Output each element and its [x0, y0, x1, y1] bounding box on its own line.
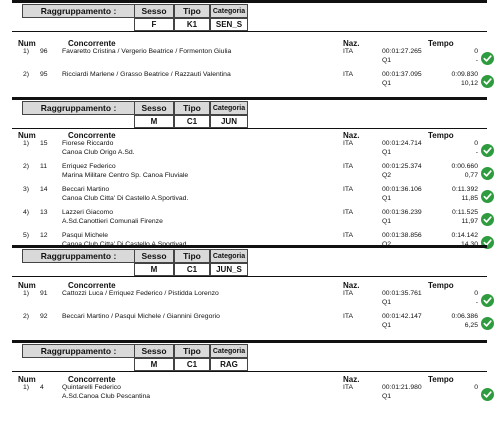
heat: Q1 [382, 393, 392, 400]
type-value: C1 [174, 358, 210, 371]
result-row [0, 186, 499, 208]
result-row [0, 384, 499, 406]
result-row [0, 48, 499, 70]
bib-number: 96 [40, 48, 48, 55]
competitor-name: Pasqui Michele [62, 232, 109, 239]
competitor-name: Lazzeri Giacomo [62, 209, 113, 216]
finish-time: 00:01:21.980 [382, 384, 422, 391]
type-label: Tipo [174, 344, 210, 358]
sex-label: Sesso [134, 101, 174, 115]
bib-number: 11 [40, 163, 48, 170]
time-gap: 0:09.830 [451, 71, 478, 78]
competitor-col-header: Concorrente [68, 39, 116, 48]
time-gap: 0:11.392 [452, 186, 478, 193]
nation-col-header: Naz. [343, 39, 360, 48]
heat: Q1 [382, 322, 392, 329]
type-label: Tipo [174, 4, 210, 18]
gap-percent: 14,30 [460, 241, 478, 248]
heat: Q1 [382, 218, 392, 225]
sex-value: F [134, 18, 174, 31]
finish-time: 00:01:38.856 [382, 232, 422, 239]
heat: Q1 [382, 149, 392, 156]
bib-number: 13 [40, 209, 48, 216]
position: 1) [23, 384, 30, 391]
competitor-name: Quintarelli Federico [62, 384, 121, 391]
check-icon [481, 213, 494, 226]
group-header [12, 245, 487, 277]
gap-percent: - [475, 57, 478, 64]
finish-time: 00:01:25.374 [382, 163, 422, 170]
competitor-col-header: Concorrente [68, 131, 116, 140]
nation: ITA [343, 186, 354, 193]
heat: Q1 [382, 195, 392, 202]
result-row [0, 209, 499, 231]
heat: Q1 [382, 80, 392, 87]
category-label: Categoria [210, 4, 248, 18]
sex-value: M [134, 358, 174, 371]
finish-time: 00:01:36.239 [382, 209, 422, 216]
category-value: RAG [210, 358, 248, 371]
competitor-name: Fiorese Riccardo [62, 140, 114, 147]
competitor-name: Beccari Martino [62, 186, 110, 193]
check-icon [481, 75, 494, 88]
time-col-header: Tempo [428, 131, 454, 140]
competitor-name: Erriquez Federico [62, 163, 116, 170]
category-label: Categoria [210, 344, 248, 358]
nation-col-header: Naz. [343, 281, 360, 290]
bib-number: 4 [40, 384, 44, 391]
group-header [12, 97, 487, 129]
time-col-header: Tempo [428, 39, 454, 48]
gap-percent: 10,12 [460, 80, 478, 87]
competitor-name: Cattozzi Luca / Erriquez Federico / Pistidda Lorenzo [62, 290, 219, 297]
club-name: Canoa Club Citta' Di Castello A.Sportivad. [62, 195, 189, 202]
time-gap: 0:00.660 [451, 163, 478, 170]
sex-label: Sesso [134, 344, 174, 358]
check-icon [481, 388, 494, 401]
finish-time: 00:01:35.761 [382, 290, 422, 297]
num-col-header: Num [18, 131, 36, 140]
competitor-col-header: Concorrente [68, 375, 116, 384]
club-name: Marina Militare Centro Sp. Canoa Fluviale [62, 172, 189, 179]
gap-percent: 6,25 [464, 322, 478, 329]
finish-time: 00:01:42.147 [382, 313, 422, 320]
position: 1) [23, 48, 30, 55]
time-gap: 0:06.386 [451, 313, 478, 320]
heat: Q2 [382, 241, 392, 248]
heat: Q1 [382, 57, 392, 64]
time-col-header: Tempo [428, 375, 454, 384]
nation: ITA [343, 71, 354, 78]
num-col-header: Num [18, 281, 36, 290]
time-gap: 0 [474, 140, 478, 147]
nation: ITA [343, 163, 354, 170]
type-value: C1 [174, 115, 210, 128]
time-gap: 0 [474, 384, 478, 391]
club-name: A.Sd.Canottieri Comunali Firenze [62, 218, 163, 225]
heat: Q2 [382, 172, 392, 179]
category-label: Categoria [210, 101, 248, 115]
time-col-header: Tempo [428, 281, 454, 290]
num-col-header: Num [18, 39, 36, 48]
type-value: K1 [174, 18, 210, 31]
check-icon [481, 144, 494, 157]
group-label: Raggruppamento : [22, 4, 135, 18]
bib-number: 14 [40, 186, 48, 193]
nation: ITA [343, 313, 354, 320]
num-col-header: Num [18, 375, 36, 384]
time-gap: 0 [474, 290, 478, 297]
time-gap: 0:11.525 [452, 209, 478, 216]
position: 1) [23, 140, 30, 147]
nation: ITA [343, 384, 354, 391]
sex-value: M [134, 115, 174, 128]
heat: Q1 [382, 299, 392, 306]
nation: ITA [343, 209, 354, 216]
position: 1) [23, 290, 30, 297]
group-header [12, 340, 487, 372]
finish-time: 00:01:27.265 [382, 48, 422, 55]
group-label: Raggruppamento : [22, 344, 135, 358]
category-value: JUN [210, 115, 248, 128]
competitor-col-header: Concorrente [68, 281, 116, 290]
sex-label: Sesso [134, 4, 174, 18]
gap-percent: - [475, 149, 478, 156]
gap-percent: 11,85 [461, 195, 478, 202]
nation: ITA [343, 140, 354, 147]
type-label: Tipo [174, 101, 210, 115]
category-value: JUN_S [210, 263, 248, 276]
finish-time: 00:01:24.714 [382, 140, 422, 147]
check-icon [481, 317, 494, 330]
position: 2) [23, 71, 30, 78]
bib-number: 15 [40, 140, 48, 147]
category-label: Categoria [210, 249, 248, 263]
bib-number: 12 [40, 232, 48, 239]
type-label: Tipo [174, 249, 210, 263]
category-value: SEN_S [210, 18, 248, 31]
gap-percent: 11,97 [461, 218, 478, 225]
nation: ITA [343, 232, 354, 239]
gap-percent: - [475, 299, 478, 306]
time-gap: 0:14.142 [451, 232, 478, 239]
group-label: Raggruppamento : [22, 249, 135, 263]
nation: ITA [343, 290, 354, 297]
result-row [0, 71, 499, 93]
gap-percent: 0,77 [464, 172, 478, 179]
group-label: Raggruppamento : [22, 101, 135, 115]
bib-number: 95 [40, 71, 48, 78]
competitor-name: Favaretto Cristina / Vergerio Beatrice / Formenton Giulia [62, 48, 232, 55]
type-value: C1 [174, 263, 210, 276]
position: 2) [23, 163, 30, 170]
bib-number: 92 [40, 313, 48, 320]
bib-number: 91 [40, 290, 48, 297]
time-gap: 0 [474, 48, 478, 55]
result-row [0, 313, 499, 335]
position: 5) [23, 232, 30, 239]
group-header [12, 0, 487, 32]
nation-col-header: Naz. [343, 131, 360, 140]
position: 2) [23, 313, 30, 320]
result-row [0, 290, 499, 312]
sex-label: Sesso [134, 249, 174, 263]
nation-col-header: Naz. [343, 375, 360, 384]
check-icon [481, 190, 494, 203]
competitor-name: Ricciardi Marlene / Grasso Beatrice / Razzauti Valentina [62, 71, 231, 78]
club-name: Canoa Club Origo A.Sd. [62, 149, 135, 156]
result-row [0, 163, 499, 185]
club-name: Canoa Club Citta' Di Castello A.Sportivad. [62, 241, 189, 248]
check-icon [481, 52, 494, 65]
nation: ITA [343, 48, 354, 55]
result-row [0, 140, 499, 162]
sex-value: M [134, 263, 174, 276]
check-icon [481, 167, 494, 180]
club-name: A.Sd.Canoa Club Pescantina [62, 393, 151, 400]
position: 4) [23, 209, 30, 216]
check-icon [481, 294, 494, 307]
finish-time: 00:01:37.095 [382, 71, 422, 78]
finish-time: 00:01:36.106 [382, 186, 422, 193]
position: 3) [23, 186, 30, 193]
competitor-name: Beccari Martino / Pasqui Michele / Giannini Gregorio [62, 313, 220, 320]
